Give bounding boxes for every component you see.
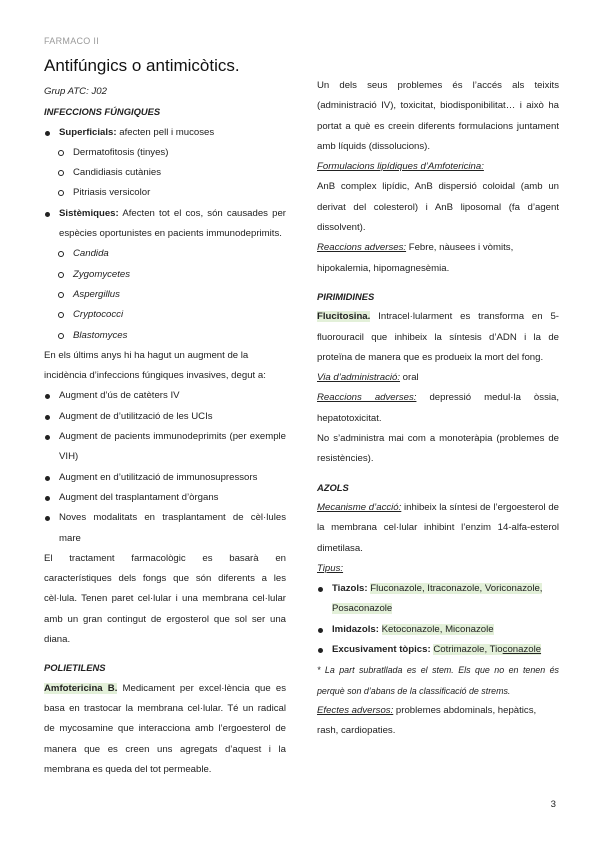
reaccions-label: Reaccions adverses: (317, 242, 407, 254)
reaccions-text: depressió medul·la òssia, hepatotoxicitat. (317, 392, 559, 424)
list-item (44, 204, 286, 245)
efectes-paragraph (317, 701, 559, 742)
efectes-text: problemes abdominals, hepàtics, rash, cardiopaties. (317, 704, 537, 737)
imidazols-label: Imidazols: (332, 623, 379, 635)
section-heading-pirimidines: PIRIMIDINES (317, 290, 375, 302)
flucitosina-paragraph (317, 307, 559, 368)
via-label: Via d’administració: (317, 372, 401, 384)
list-item (317, 579, 559, 620)
amfotericina-text: Medicament per excel·lència que es basa en trastocar la membrana cel·lular. Té un radical de mycosamine que interacciona amb l’ergoesterol de manera que es creen uns agregats d’aquest i la membrana es queda del tot permeable. (44, 682, 286, 775)
list-item: Augment de d’utilització de les UCIs (44, 407, 286, 427)
superficials-label: Superficials: (59, 126, 117, 138)
list-item: Blastomyces (44, 326, 286, 346)
drug-separator: , (484, 644, 490, 656)
section-heading-infeccions: INFECCIONS FÚNGIQUES (44, 106, 161, 118)
pirimidines-reaccions (317, 388, 559, 429)
list-item: Candidiasis cutànies (44, 163, 286, 183)
list-item (317, 640, 559, 660)
list-item: Aspergillus (44, 285, 286, 305)
via-text: oral (400, 372, 419, 384)
topics-label: Excusivament tòpics: (332, 644, 431, 656)
treatment-paragraph: El tractament farmacològic es basarà en característiques dels fongs que són diferents a les cèl·lula. Tenen paret cel·lular i una membrana cel·lular amb un gran contingut de ergosterol que sol ser una diana. (44, 552, 286, 646)
list-item: Noves modalitats en trasplantament de cèl·lules mare (44, 508, 286, 549)
mecanisme-text: inhibeix la síntesi de l’ergoesterol de la membrana cel·lular inhibint l’enzim 14-alfa-esterol dimetilasa. (317, 501, 559, 554)
right-column (317, 76, 559, 742)
via-paragraph (317, 368, 559, 388)
sistemiques-label: Sistèmiques: (59, 207, 119, 219)
section-heading-polietilens: POLIETILENS (44, 662, 106, 674)
formulacions-label: Formulacions lipídiques d’Amfotericina: (317, 161, 484, 173)
tiazols-drugs: Fluconazole, Itraconazole, Voriconazole, Posaconazole (332, 583, 543, 615)
flucitosina-label: Flucitosina. (317, 311, 371, 323)
superficials-text: afecten pell i mucoses (116, 126, 215, 138)
drug-stem-underlined: conazole (502, 644, 542, 656)
infection-types-list (44, 123, 286, 346)
list-item (44, 123, 286, 143)
drug-cotrimazole: Cotrimazole (433, 644, 485, 656)
reaccions-text: Febre, nàusees i vòmits, hipokalemia, hipomagnesèmia. (317, 242, 514, 274)
reaccions-label: Reaccions adverses: (317, 392, 417, 404)
azol-types-list (317, 579, 559, 660)
topics-drugs (433, 644, 541, 655)
tiazols-label: Tiazols: (332, 583, 368, 595)
efectes-label: Efectes adversos: (317, 704, 394, 716)
problems-paragraph: Un dels seus problemes és l’accés als teixits (administració IV), toxicitat, biodisponibilitat… i això ha portat a què es creein diferents formulacions juntament amb líquids (dissolucions). (317, 80, 559, 152)
list-item (317, 620, 559, 640)
list-item: Augment del trasplantament d’òrgans (44, 488, 286, 508)
list-item: Dermatofitosis (tinyes) (44, 143, 286, 163)
formulacions-text: AnB complex lipídic, AnB dispersió coloidal (amb un derivat del colesterol) i AnB liposomal (fa d’agent dissolvent). (317, 181, 559, 234)
drug-stem: Tio (489, 644, 503, 656)
increase-causes-list (44, 386, 286, 548)
reaccions-paragraph (317, 238, 559, 279)
stem-note: * La part subratllada es el stem. Els que no en tenen és perquè son d’abans de la classificació de strems. (317, 665, 559, 696)
list-item: Cryptococci (44, 305, 286, 325)
increase-intro: En els últims anys hi ha hagut un augment de la incidència d’infeccions fúngiques invasives, degut a: (44, 349, 266, 382)
atc-group: Grup ATC: J02 (44, 86, 107, 97)
amfotericina-label: Amfotericina B. (44, 682, 118, 694)
mecanisme-paragraph (317, 498, 559, 559)
page-number: 3 (550, 799, 556, 810)
tipus-label: Tipus: (317, 562, 344, 574)
section-heading-azols: AZOLS (317, 481, 349, 493)
list-item: Augment en d’utilització de immunosupressors (44, 468, 286, 488)
list-item: Augment de pacients immunodeprimits (per exemple VIH) (44, 427, 286, 468)
mecanisme-label: Mecanisme d’acció: (317, 501, 402, 513)
left-column (44, 82, 286, 780)
list-item: Pitriasis versicolor (44, 183, 286, 203)
sistemiques-text: Afecten tot el cos, són causades per espècies oportunistes en pacients immunodeprimits. (59, 207, 286, 240)
list-item: Augment d’ús de catèters IV (44, 386, 286, 406)
list-item: Zygomycetes (44, 265, 286, 285)
page-title: Antifúngics o antimicòtics. (44, 56, 240, 75)
flucitosina-text: Intracel·lularment es transforma en 5-fluorouracil que inhibeix la síntesis d’ADN i la de proteïna de manera que es produeix la mort del fong. (317, 311, 559, 363)
running-header: FARMACO II (44, 36, 100, 46)
monoterapia-paragraph: No s’administra mai com a monoteràpia (problemes de resistències). (317, 433, 559, 465)
amfotericina-paragraph (44, 679, 286, 780)
imidazols-drugs: Ketoconazole, Miconazole (381, 623, 494, 635)
list-item: Candida (44, 244, 286, 264)
